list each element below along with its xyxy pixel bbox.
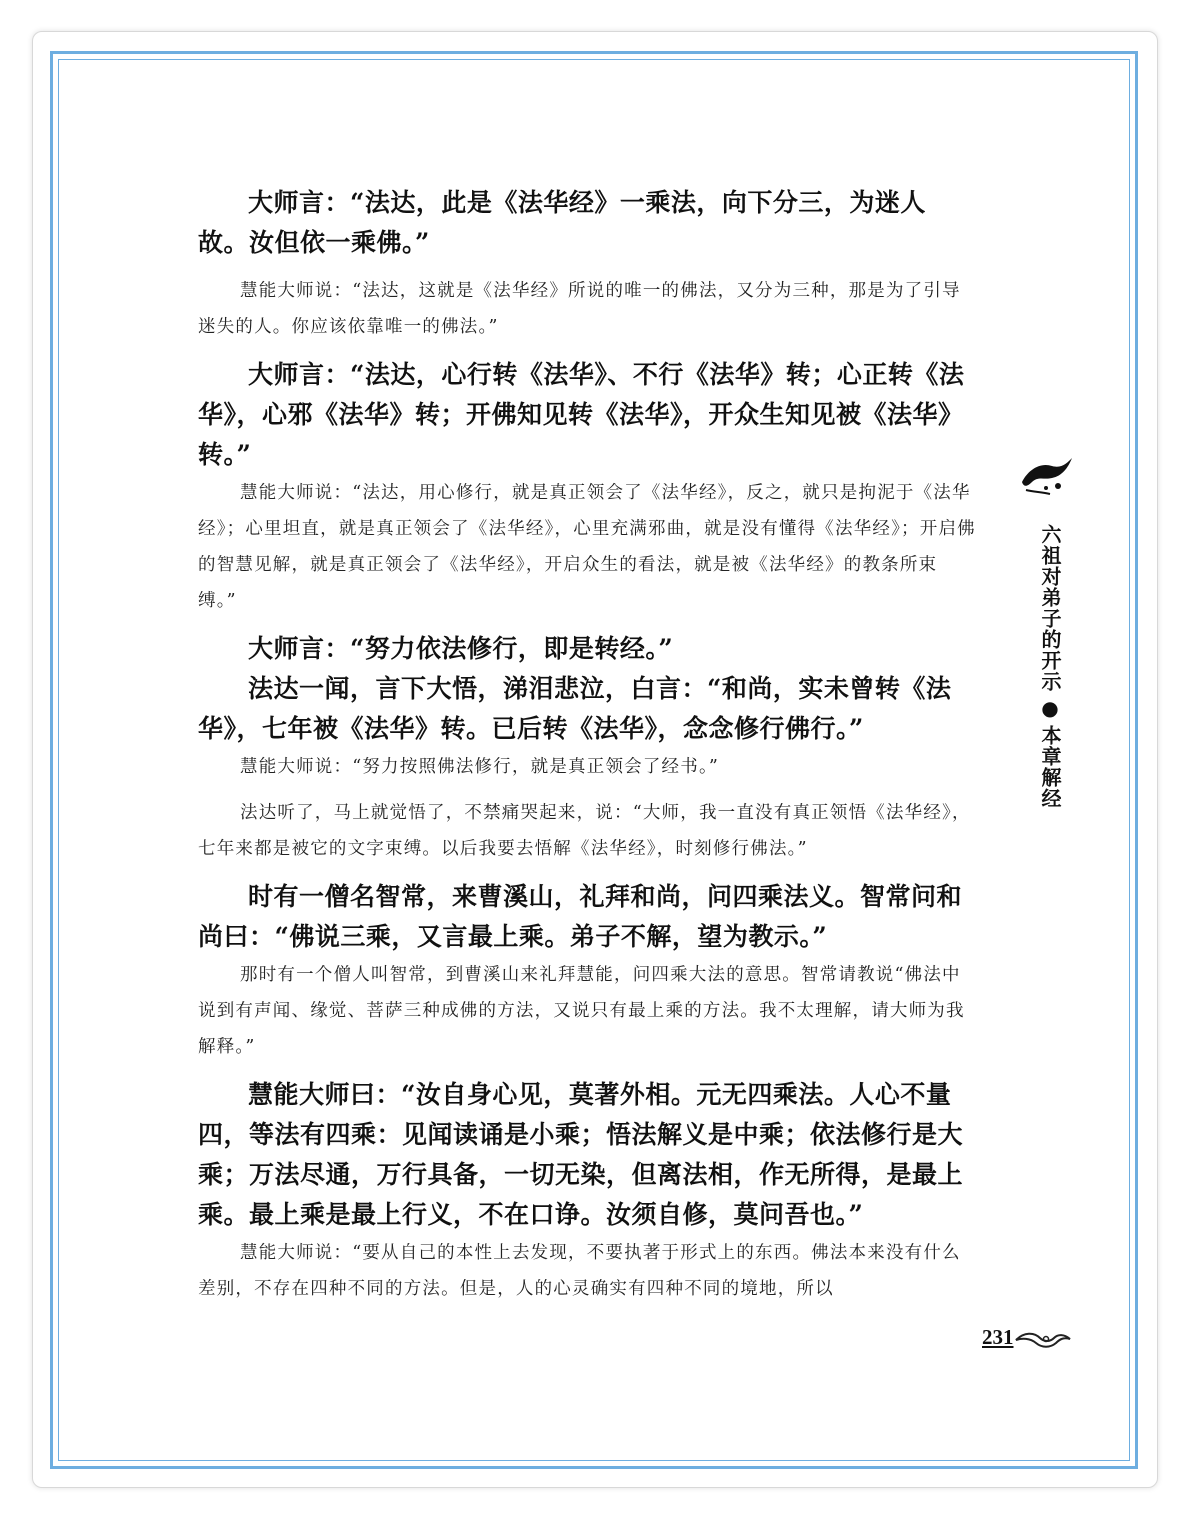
- original-text-4: 法达一闻，言下大悟，涕泪悲泣，白言：“和尚，实未曾转《法华》，七年被《法华》转。已后转《法华》，念念修行佛行。”: [198, 674, 952, 743]
- translation-text-5: 那时有一个僧人叫智常，到曹溪山来礼拜慧能，问四乘大法的意思。智常请教说“佛法中说到有声闻、缘觉、菩萨三种成佛的方法，又说只有最上乘的方法。我不太理解，请大师为我解释。”: [198, 965, 965, 1057]
- translation-text-1: 慧能大师说：“法达，这就是《法华经》所说的唯一的佛法，又分为三种，那是为了引导迷失的人。你应该依靠唯一的佛法。”: [198, 281, 961, 337]
- cloud-scroll-icon: [1014, 1328, 1074, 1350]
- bullet-icon: ●: [1038, 696, 1062, 721]
- ink-ornament-icon: [1018, 452, 1074, 498]
- translation-text-4: 法达听了，马上就觉悟了，不禁痛哭起来，说：“大师，我一直没有真正领悟《法华经》，七年来都是被它的文字束缚。以后我要去悟解《法华经》，时刻修行佛法。”: [198, 803, 971, 859]
- original-text-3: 大师言：“努力依法修行，即是转经。”: [248, 634, 674, 663]
- original-text-1: 大师言：“法达，此是《法华经》一乘法，向下分三，为迷人故。汝但依一乘佛。”: [198, 188, 926, 257]
- chapter-title-vertical: [1036, 524, 1065, 809]
- translation-text-2: 慧能大师说：“法达，用心修行，就是真正领会了《法华经》，反之，就只是拘泥于《法华经》；心里坦直，就是真正领会了《法华经》，心里充满邪曲，就是没有懂得《法华经》；开启佛的智慧见解，就是真正领会了《法华经》，开启众生的看法，就是被《法华经》的教条所束缚。”: [198, 483, 976, 611]
- page-body: [198, 183, 976, 1307]
- page-number: 231: [982, 1325, 1014, 1349]
- translation-text-6: 慧能大师说：“要从自己的本性上去发现，不要执著于形式上的东西。佛法本来没有什么差别，不存在四种不同的方法。但是，人的心灵确实有四种不同的境地，所以: [198, 1243, 961, 1299]
- translation-text-3: 慧能大师说：“努力按照佛法修行，就是真正领会了经书。”: [240, 757, 720, 777]
- original-text-5: 时有一僧名智常，来曹溪山，礼拜和尚，问四乘法义。智常问和尚曰：“佛说三乘，又言最上乘。弟子不解，望为教示。”: [198, 882, 963, 951]
- original-text-2: 大师言：“法达，心行转《法华》、不行《法华》转；心正转《法华》，心邪《法华》转；开佛知见转《法华》，开众生知见被《法华》转。”: [198, 360, 965, 469]
- chapter-title: 六祖对弟子的开示: [1038, 524, 1062, 692]
- original-text-6: 慧能大师曰：“汝自身心见，莫著外相。元无四乘法。人心不量四，等法有四乘：见闻读诵是小乘；悟法解义是中乘；依法修行是大乘；万法尽通，万行具备，一切无染，但离法相，作无所得，是最上乘。最上乘是最上行义，不在口诤。汝须自修，莫问吾也。”: [198, 1080, 964, 1229]
- chapter-subtitle: 本章解经: [1038, 725, 1062, 809]
